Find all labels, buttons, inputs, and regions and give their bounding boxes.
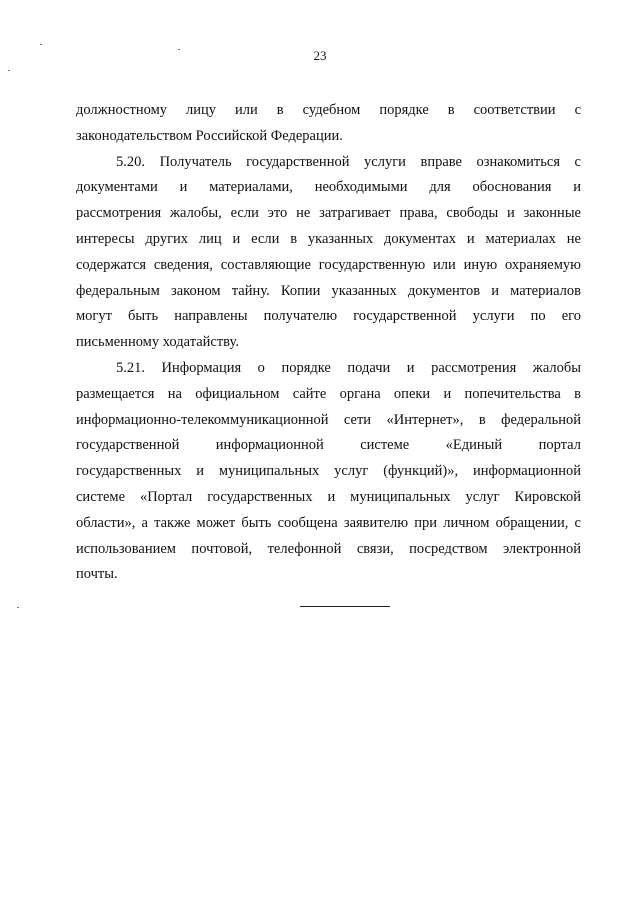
text-line: системе «Портал государственных и муниципальных услуг Кировской xyxy=(76,488,581,505)
paragraph-5-20 xyxy=(76,150,581,356)
scan-speck xyxy=(17,607,19,608)
scan-speck xyxy=(178,49,180,50)
text-line: государственных и муниципальных услуг (функций)», информационной xyxy=(76,463,581,480)
text-line: должностному лицу или в судебном порядке в соответствии с xyxy=(76,102,581,118)
paragraph-continuation xyxy=(76,98,581,150)
text-line: области», а также может быть сообщена заявителю при личном обращении, с xyxy=(76,514,581,531)
text-line: информационно-телекоммуникационной сети «Интернет», в федеральной xyxy=(76,411,581,428)
text-line: размещается на официальном сайте органа опеки и попечительства в xyxy=(76,385,581,402)
text-line: государственной информационной системе «Единый портал xyxy=(76,437,581,454)
end-divider xyxy=(300,606,390,607)
text-line: 5.21. Информация о порядке подачи и рассмотрения жалобы xyxy=(116,359,581,376)
scan-speck xyxy=(8,70,10,71)
text-line: 5.20. Получатель государственной услуги вправе ознакомиться с xyxy=(116,153,581,170)
text-line: федеральным законом тайну. Копии указанных документов и материалов xyxy=(76,282,581,299)
text-line: письменному ходатайству. xyxy=(76,334,239,351)
text-line: законодательством Российской Федерации. xyxy=(76,127,343,144)
text-line: использованием почтовой, телефонной связи, посредством электронной xyxy=(76,540,581,557)
scan-speck xyxy=(40,44,42,45)
text-line: рассмотрения жалобы, если это не затрагивает права, свободы и законные xyxy=(76,205,581,222)
text-line: могут быть направлены получателю государственной услуги по его xyxy=(76,308,581,325)
paragraph-5-21 xyxy=(76,356,581,588)
document-body xyxy=(76,98,581,588)
page-number: 23 xyxy=(313,48,327,63)
text-line: интересы других лиц и если в указанных документах и материалах не xyxy=(76,230,581,247)
text-line: содержатся сведения, составляющие государственную или иную охраняемую xyxy=(76,256,581,273)
text-line: почты. xyxy=(76,566,118,583)
text-line: документами и материалами, необходимыми для обоснования и xyxy=(76,179,581,196)
